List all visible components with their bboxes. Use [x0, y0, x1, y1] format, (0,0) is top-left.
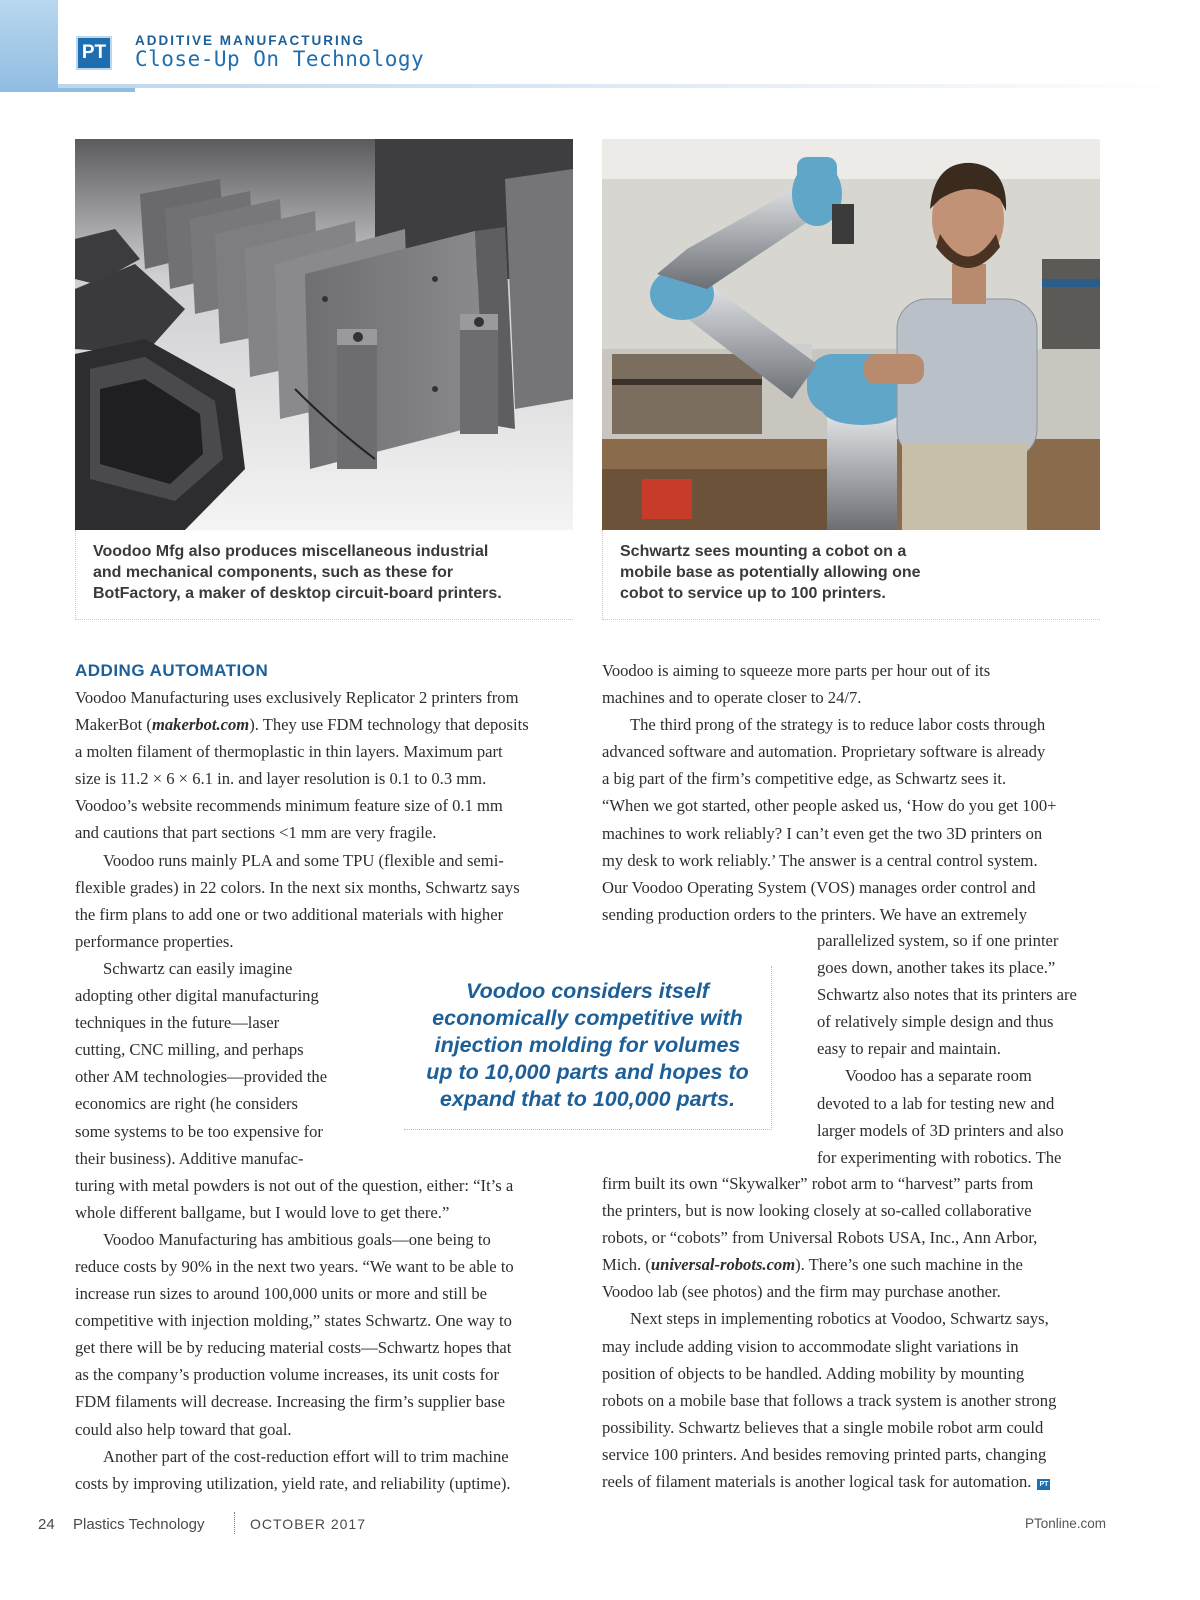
right-column-narrow: [817, 927, 1127, 1171]
section-heading: ADDING AUTOMATION: [75, 661, 269, 680]
text-line: flexible grades) in 22 colors. In the next six months, Schwartz says: [75, 877, 520, 897]
text-line: Voodoo’s website recommends minimum feature size of 0.1 mm: [75, 796, 503, 816]
text-line: size is 11.2 × 6 × 6.1 in. and layer resolution is 0.1 to 0.3 mm.: [75, 769, 487, 789]
paragraph: [75, 1226, 580, 1443]
text-line: advanced software and automation. Proprietary software is already: [602, 742, 1046, 762]
text-line: increase run sizes to around 100,000 units or more and still be: [75, 1284, 487, 1304]
text-line: machines and to operate closer to 24/7.: [602, 688, 862, 708]
text-line: costs by improving utilization, yield rate, and reliability (uptime).: [75, 1473, 511, 1493]
text-line: cutting, CNC milling, and perhaps: [75, 1040, 304, 1060]
text-line: competitive with injection molding,” states Schwartz. One way to: [75, 1311, 512, 1331]
photo-caption-right: [602, 530, 1100, 620]
text-line: devoted to a lab for testing new and: [817, 1093, 1055, 1113]
pt-logo: PT: [76, 36, 112, 70]
text-line: Next steps in implementing robotics at Voodoo, Schwartz says,: [630, 1309, 1049, 1329]
magazine-name: Plastics Technology: [73, 1516, 205, 1533]
text-line: Voodoo runs mainly PLA and some TPU (flexible and semi-: [103, 850, 504, 870]
text-line: larger models of 3D printers and also: [817, 1120, 1064, 1140]
text-line: could also help toward that goal.: [75, 1419, 292, 1439]
text-line: techniques in the future—laser: [75, 1013, 280, 1033]
text-line: whole different ballgame, but I would love to get there.”: [75, 1202, 450, 1222]
text-line: reels of filament materials is another logical task for automation. PT: [602, 1468, 1122, 1495]
text-line: some systems to be too expensive for: [75, 1121, 323, 1141]
text-line: turing with metal powders is not out of the question, either: “It’s a: [75, 1175, 514, 1195]
text-line: get there will be by reducing material costs—Schwartz hopes that: [75, 1338, 512, 1358]
paragraph: [75, 847, 580, 955]
right-column-bottom-body: [602, 1170, 1122, 1495]
text-line: firm built its own “Skywalker” robot arm to “harvest” parts from: [602, 1174, 1034, 1193]
text-line: Mich. (universal-robots.com). There’s one such machine in the: [602, 1255, 1023, 1275]
right-column-top: [602, 657, 1122, 928]
pull-quote-line: injection molding for volumes: [434, 1033, 741, 1057]
caption-line: mobile base as potentially allowing one: [620, 564, 921, 581]
paragraph: [817, 1062, 1127, 1170]
text-line: robots, or “cobots” from Universal Robots USA, Inc., Ann Arbor,: [602, 1228, 1038, 1248]
url-link[interactable]: universal-robots.com: [650, 1255, 796, 1275]
paragraph: [602, 657, 1122, 711]
paragraph: [75, 1443, 580, 1497]
text-line: “When we got started, other people asked us, ‘How do you get 100+: [602, 796, 1057, 816]
caption-line: Schwartz sees mounting a cobot on a: [620, 543, 907, 560]
cobot-photo: [602, 139, 1100, 530]
text-line: Voodoo lab (see photos) and the firm may purchase another.: [602, 1282, 1001, 1302]
text-line: easy to repair and maintain.: [817, 1039, 1001, 1059]
text-line: position of objects to be handled. Adding mobility by mounting: [602, 1363, 1025, 1383]
paragraph: [602, 1170, 1122, 1305]
text-line: other AM technologies—provided the: [75, 1067, 328, 1087]
paragraph: [75, 684, 580, 847]
pull-quote: [404, 966, 772, 1130]
pull-quote-line: expand that to 100,000 parts.: [439, 1087, 736, 1111]
text-line: may include adding vision to accommodate slight variations in: [602, 1336, 1019, 1356]
footer-separator: [234, 1512, 235, 1534]
page-number: 24: [38, 1516, 55, 1533]
text-line: Schwartz can easily imagine: [103, 958, 293, 978]
text-line: Another part of the cost-reduction effort will to trim machine: [103, 1446, 509, 1466]
printed-parts-photo: [75, 139, 573, 530]
text-line: a molten filament of thermoplastic in thin layers. Maximum part: [75, 742, 503, 762]
text-line: sending production orders to the printers. We have an extremely: [602, 904, 1028, 924]
right-column-top-body: [602, 657, 1122, 928]
right-column-bottom: [602, 1170, 1122, 1495]
header-title: Close-Up On Technology: [135, 47, 425, 71]
paragraph: [602, 711, 1122, 928]
end-mark-icon: PT: [1037, 1479, 1050, 1490]
text-line: of relatively simple design and thus: [817, 1012, 1054, 1032]
issue-date: OCTOBER 2017: [250, 1516, 367, 1532]
paragraph: [602, 1305, 1122, 1495]
text-line: robots on a mobile base that follows a track system is another strong: [602, 1390, 1057, 1410]
header-kicker: ADDITIVE MANUFACTURING: [135, 33, 365, 48]
website-link[interactable]: PTonline.com: [1025, 1516, 1107, 1531]
text-line: adopting other digital manufacturing: [75, 986, 319, 1006]
text-line: the printers, but is now looking closely at so-called collaborative: [602, 1201, 1032, 1221]
text-line: performance properties.: [75, 931, 234, 951]
text-line: machines to work reliably? I can’t even get the two 3D printers on: [602, 823, 1043, 843]
pull-quote-line: economically competitive with: [432, 1006, 743, 1030]
url-link[interactable]: makerbot.com: [151, 715, 250, 735]
pull-quote-line: Voodoo considers itself: [466, 979, 709, 1003]
pull-quote-line: up to 10,000 parts and hopes to: [426, 1060, 749, 1084]
text-line: and cautions that part sections <1 mm are very fragile.: [75, 823, 437, 843]
caption-line: cobot to service up to 100 printers.: [620, 585, 886, 602]
text-line: FDM filaments will decrease. Increasing the firm’s supplier base: [75, 1392, 505, 1412]
text-line: MakerBot (makerbot.com). They use FDM technology that deposits: [75, 715, 529, 735]
text-line: service 100 printers. And besides removing printed parts, changing: [602, 1444, 1047, 1464]
text-line: their business). Additive manufac-: [75, 1148, 304, 1168]
text-line: my desk to work reliably.’ The answer is a central control system.: [602, 850, 1038, 870]
text-line: parallelized system, so if one printer: [817, 931, 1059, 950]
text-line: possibility. Schwartz believes that a single mobile robot arm could: [602, 1417, 1044, 1437]
text-line: Our Voodoo Operating System (VOS) manages order control and: [602, 877, 1036, 897]
text-line: as the company’s production volume increases, its unit costs for: [75, 1365, 499, 1385]
text-line: for experimenting with robotics. The: [817, 1147, 1062, 1167]
text-line: Schwartz also notes that its printers are: [817, 985, 1077, 1005]
right-column-narrow-body: [817, 927, 1127, 1171]
caption-line: BotFactory, a maker of desktop circuit-board printers.: [93, 585, 502, 602]
text-line: goes down, another takes its place.”: [817, 958, 1056, 978]
header-divider: [58, 84, 1200, 88]
paragraph: [817, 927, 1127, 1062]
text-line: Voodoo Manufacturing has ambitious goals—one being to: [103, 1229, 491, 1249]
caption-line: Voodoo Mfg also produces miscellaneous industrial: [93, 543, 489, 560]
text-line: The third prong of the strategy is to reduce labor costs through: [630, 715, 1046, 735]
text-line: Voodoo is aiming to squeeze more parts per hour out of its: [602, 661, 991, 680]
text-line: reduce costs by 90% in the next two years. “We want to be able to: [75, 1256, 514, 1276]
text-line: Voodoo Manufacturing uses exclusively Replicator 2 printers from: [75, 688, 519, 707]
caption-line: and mechanical components, such as these for: [93, 564, 454, 581]
text-line: the firm plans to add one or two additional materials with higher: [75, 904, 504, 924]
text-line: a big part of the firm’s competitive edge, as Schwartz sees it.: [602, 769, 1007, 789]
photo-caption-left: [75, 530, 573, 620]
text-line: economics are right (he considers: [75, 1094, 299, 1114]
text-line: Voodoo has a separate room: [845, 1066, 1032, 1086]
